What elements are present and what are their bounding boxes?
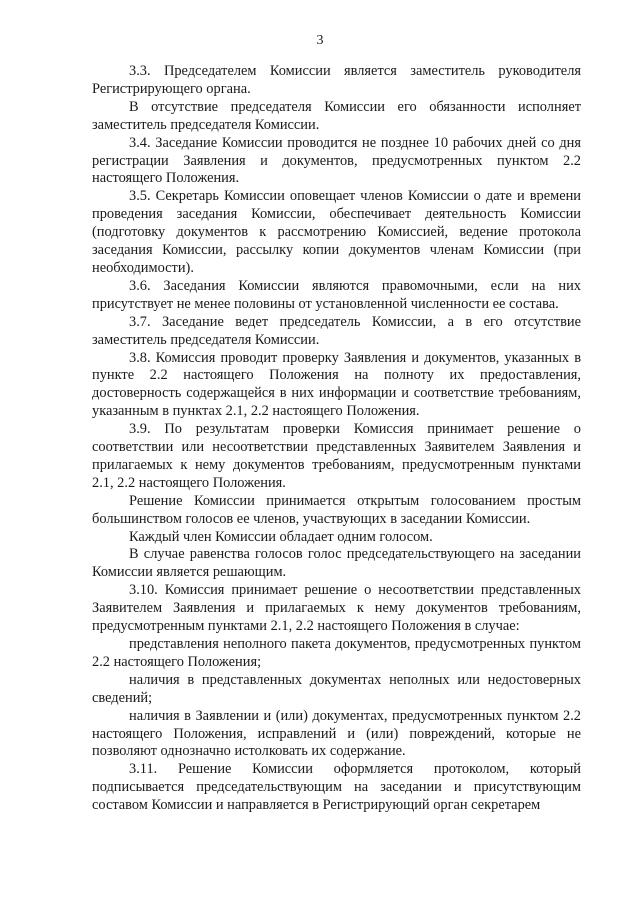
paragraph-tie-vote: В случае равенства голосов голос председательствующего на заседании Комиссии является решающим. xyxy=(92,546,581,581)
paragraph-3-9: 3.9. По результатам проверки Комиссия принимает решение о соответствии или несоответствии представленных Заявителем Заявления и прилагаемых к нему документов требованиям, предусмотренным пунктами 2.1, 2.2 настоящего Положения. xyxy=(92,421,581,491)
paragraph-incomplete-package: представления неполного пакета документов, предусмотренных пунктом 2.2 настоящего Положения; xyxy=(92,636,581,670)
paragraph-one-vote: Каждый член Комиссии обладает одним голосом. xyxy=(129,528,433,545)
paragraph-3-7: 3.7. Заседание ведет председатель Комиссии, а в его отсутствие заместитель председателя Комиссии. xyxy=(92,313,581,348)
paragraph-3-3: 3.3. Председателем Комиссии является заместитель руководителя Регистрирующего органа. xyxy=(92,63,581,97)
paragraph-3-4: 3.4. Заседание Комиссии проводится не позднее 10 рабочих дней со дня регистрации Заявления и документов, предусмотренных пунктом 2.2 настоящего Положения. xyxy=(92,134,581,187)
paragraph-3-8: 3.8. Комиссия проводит проверку Заявления и документов, указанных в пункте 2.2 настоящего Положения на полноту их предоставления, достоверность содержащейся в них информации и соответствие требованиям, указанным в пунктах 2.1, 2.2 настоящего Положения. xyxy=(92,349,581,420)
paragraph-voting: Решение Комиссии принимается открытым голосованием простым большинством голосов ее членов, участвующих в заседании Комиссии. xyxy=(92,492,581,527)
paragraph-corrections: наличия в Заявлении и (или) документах, предусмотренных пунктом 2.2 настоящего Положения, исправлений и (или) повреждений, которые не позволяют однозначно истолковать их содержание. xyxy=(92,707,581,760)
paragraph-3-5: 3.5. Секретарь Комиссии оповещает членов Комиссии о дате и времени проведения заседания Комиссии, обеспечивает деятельность Комиссии (подготовку документов к рассмотрению Комиссией, ведение протокола заседания Комиссии, рассылку копии документов членам Комиссии (при необходимости). xyxy=(92,188,581,276)
paragraph-3-6: 3.6. Заседания Комиссии являются правомочными, если на них присутствует не менее половины от установленной численности ее состава. xyxy=(92,277,581,312)
paragraph-3-10: 3.10. Комиссия принимает решение о несоответствии представленных Заявителем Заявления и прилагаемых к нему документов требованиям, предусмотренным пунктами 2.1, 2.2 настоящего Положения в случае: xyxy=(92,582,581,635)
page-number: 3 xyxy=(316,33,324,48)
paragraph-chairman-absence: В отсутствие председателя Комиссии его обязанности исполняет заместитель председателя Комиссии. xyxy=(92,98,581,133)
document-body xyxy=(92,63,581,815)
paragraph-unreliable-info: наличия в представленных документах неполных или недостоверных сведений; xyxy=(92,671,581,706)
paragraph-3-11: 3.11. Решение Комиссии оформляется протоколом, который подписывается председательствующим на заседании и присутствующим составом Комиссии и направляется в Регистрирующий орган секретарем xyxy=(92,761,581,814)
